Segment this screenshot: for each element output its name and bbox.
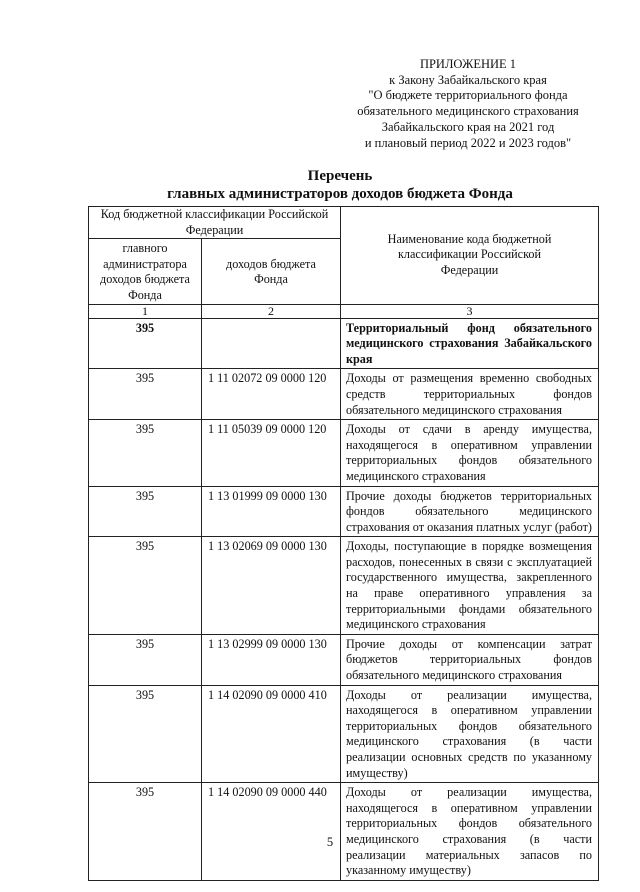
code-name-cell: Доходы, поступающие в порядке возмещения расходов, понесенных в связи с эксплуатацией государственного имущества, закрепленного на праве оперативного управления за территориальными фондами обязательного медицинского страхования [341,537,599,635]
header-name-cell [341,207,599,305]
admin-code-cell: 395 [89,783,202,881]
admin-code-cell: 395 [89,318,202,369]
table-row [89,537,599,635]
admin-code-cell: 395 [89,685,202,783]
column-numbers-row [89,304,599,318]
admin-code-cell: 395 [89,486,202,537]
column-number: 2 [202,304,341,318]
income-code-cell: 1 14 02090 09 0000 410 [202,685,341,783]
header-group-cell: Код бюджетной классификации Российской Федерации [89,207,341,239]
document-title [100,167,580,203]
income-code-cell: 1 13 02999 09 0000 130 [202,634,341,685]
income-code-cell: 1 13 02069 09 0000 130 [202,537,341,635]
code-name-cell: Доходы от реализации имущества, находящегося в оперативном управлении территориальных фондов обязательного медицинского страхования (в части реализации основных средств по указанному имуществу) [341,685,599,783]
table-row [89,634,599,685]
admin-code-cell: 395 [89,420,202,486]
column-number: 3 [341,304,599,318]
header-row-1 [89,207,599,239]
table-row [89,369,599,420]
header-admin-text: главного администратора доходов бюджета Фонда [100,241,190,302]
table-row [89,420,599,486]
code-name-cell: Доходы от сдачи в аренду имущества, находящегося в оперативном управлении территориальных фондов обязательного медицинского страхования [341,420,599,486]
table-row [89,318,599,369]
admin-code-cell: 395 [89,634,202,685]
title-line-1: Перечень [307,168,373,184]
code-name-cell: Территориальный фонд обязательного медицинского страхования Забайкальского края [341,318,599,369]
header-income-text: доходов бюджета Фонда [226,256,316,287]
appendix-line: обязательного медицинского страхования [357,104,579,119]
income-code-cell: 1 11 02072 09 0000 120 [202,369,341,420]
table-row [89,685,599,783]
header-income-cell [202,239,341,304]
code-name-cell: Доходы от размещения временно свободных средств территориальных фондов обязательного медицинского страхования [341,369,599,420]
appendix-line: к Закону Забайкальского края [389,72,547,87]
code-name-cell: Прочие доходы от компенсации затрат бюджетов территориальных фондов обязательного медицинского страхования [341,634,599,685]
header-admin-cell [89,239,202,304]
column-number: 1 [89,304,202,318]
page-number: 5 [326,835,334,849]
appendix-line: ПРИЛОЖЕНИЕ 1 [419,57,517,71]
appendix-heading [352,57,584,151]
table-row [89,486,599,537]
table-row [89,783,599,881]
income-code-cell: 1 11 05039 09 0000 120 [202,420,341,486]
code-name-cell: Доходы от реализации имущества, находящегося в оперативном управлении территориальных фондов обязательного медицинского страхования (в части реализации материальных запасов по указанному имуществу) [341,783,599,881]
administrators-table [88,206,599,881]
admin-code-cell: 395 [89,537,202,635]
income-code-cell: 1 14 02090 09 0000 440 [202,783,341,881]
header-name-text: Наименование кода бюджетной классификации Российской Федерации [387,231,552,278]
income-code-cell [202,318,341,369]
income-code-cell: 1 13 01999 09 0000 130 [202,486,341,537]
code-name-cell: Прочие доходы бюджетов территориальных фондов обязательного медицинского страхования от оказания платных услуг (работ) [341,486,599,537]
admin-code-cell: 395 [89,369,202,420]
appendix-line: "О бюджете территориального фонда [368,88,568,103]
appendix-line: Забайкальского края на 2021 год [381,119,555,134]
title-line-2: главных администраторов доходов бюджета Фонда [167,186,513,202]
appendix-line: и плановый период 2022 и 2023 годов" [364,135,572,150]
